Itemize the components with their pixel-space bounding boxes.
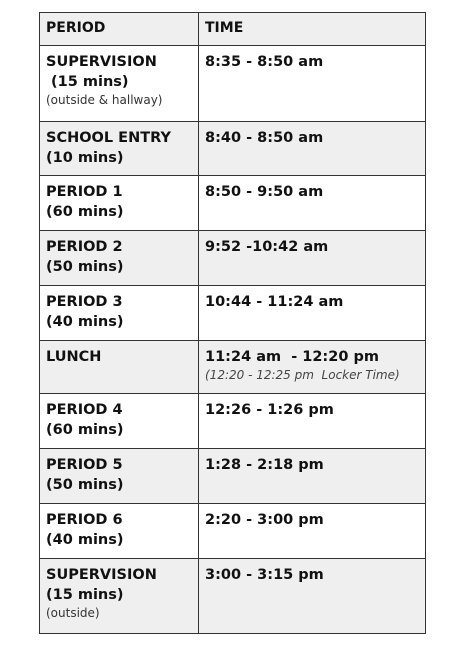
period-note: (outside & hallway) [46, 93, 163, 107]
schedule-table [39, 12, 426, 634]
period-title: PERIOD 1 [46, 184, 123, 200]
time-cell [199, 122, 426, 176]
period-duration: (60 mins) [46, 204, 124, 220]
time-range: 11:24 am - 12:20 pm [205, 349, 379, 365]
time-cell [199, 231, 426, 286]
period-title: SUPERVISION [46, 54, 157, 70]
period-cell [40, 122, 199, 176]
period-cell [40, 449, 199, 504]
table-header-row [40, 13, 426, 46]
period-note: (outside) [46, 606, 100, 620]
table-row [40, 449, 426, 504]
table-row [40, 504, 426, 559]
time-cell [199, 286, 426, 341]
period-duration: (50 mins) [46, 259, 124, 275]
time-cell [199, 559, 426, 634]
table-row [40, 176, 426, 231]
time-note: (12:20 - 12:25 pm Locker Time) [205, 368, 400, 382]
time-cell [199, 341, 426, 394]
table-row [40, 394, 426, 449]
period-cell [40, 504, 199, 559]
time-range: 8:50 - 9:50 am [205, 184, 324, 200]
period-column-header: PERIOD [40, 13, 199, 46]
period-title: PERIOD 4 [46, 402, 123, 418]
period-title: PERIOD 3 [46, 294, 123, 310]
table-row [40, 559, 426, 634]
table-row [40, 286, 426, 341]
period-title: PERIOD 6 [46, 512, 123, 528]
period-duration: (50 mins) [46, 477, 124, 493]
period-cell [40, 394, 199, 449]
time-cell [199, 504, 426, 559]
period-duration: (15 mins) [46, 587, 124, 603]
time-range: 9:52 -10:42 am [205, 239, 329, 255]
period-cell [40, 341, 199, 394]
time-cell [199, 449, 426, 504]
period-title: PERIOD 5 [46, 457, 123, 473]
period-duration: (40 mins) [46, 532, 124, 548]
period-cell [40, 46, 199, 122]
time-range: 3:00 - 3:15 pm [205, 567, 324, 583]
period-cell [40, 176, 199, 231]
time-range: 8:35 - 8:50 am [205, 54, 324, 70]
period-title: SUPERVISION [46, 567, 157, 583]
table-row [40, 122, 426, 176]
period-duration: (10 mins) [46, 150, 124, 166]
time-cell [199, 176, 426, 231]
period-duration: (60 mins) [46, 422, 124, 438]
period-cell [40, 559, 199, 634]
time-range: 10:44 - 11:24 am [205, 294, 344, 310]
period-duration: (40 mins) [46, 314, 124, 330]
table-row [40, 46, 426, 122]
time-column-header: TIME [199, 13, 426, 46]
period-cell [40, 286, 199, 341]
table-row [40, 341, 426, 394]
period-title: LUNCH [46, 349, 102, 365]
time-range: 12:26 - 1:26 pm [205, 402, 334, 418]
time-range: 1:28 - 2:18 pm [205, 457, 324, 473]
period-duration: (15 mins) [46, 74, 129, 90]
table-row [40, 231, 426, 286]
time-range: 2:20 - 3:00 pm [205, 512, 324, 528]
period-title: SCHOOL ENTRY [46, 130, 171, 146]
time-range: 8:40 - 8:50 am [205, 130, 324, 146]
time-cell [199, 46, 426, 122]
period-title: PERIOD 2 [46, 239, 123, 255]
time-cell [199, 394, 426, 449]
period-cell [40, 231, 199, 286]
